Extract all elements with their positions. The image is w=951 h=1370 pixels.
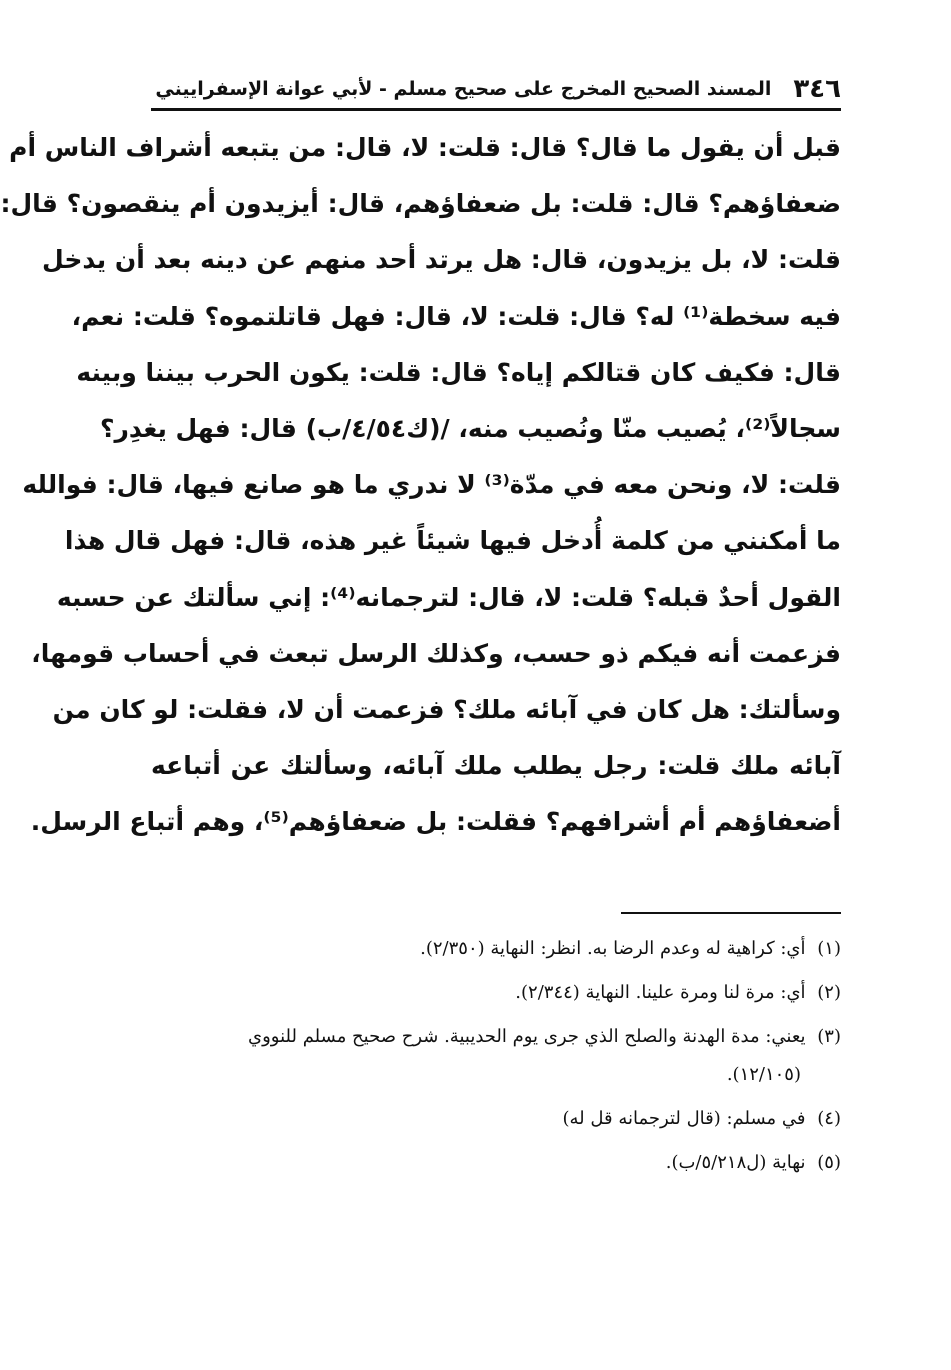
text-line: قلت: لا، ونحن معه في مدّة⁽³⁾ لا ندري ما هو صانع فيها، قال: فوالله	[22, 470, 841, 500]
text-line: قال: فكيف كان قتالكم إياه؟ قال: قلت: يكون الحرب بيننا وبينه	[76, 357, 841, 387]
footnote-2	[151, 974, 841, 1012]
page-number: ٣٤٦	[793, 74, 841, 104]
text-line: فزعمت أنه فيكم ذو حسب، وكذلك الرسل تبعث في أحساب قومها،	[31, 638, 841, 668]
footnote-4	[151, 1100, 841, 1138]
footnote-text: يعني: مدة الهدنة والصلح الذي جرى يوم الحديبية. شرح صحيح مسلم للنووي	[248, 1026, 806, 1047]
text-line: فيه سخطة⁽¹⁾ له؟ قال: قلت: لا، قال: فهل قاتلتموه؟ قلت: نعم،	[71, 301, 841, 331]
text-line: أضعفاؤهم أم أشرافهم؟ فقلت: بل ضعفاؤهم⁽⁵⁾، وهم أتباع الرسل.	[30, 807, 841, 837]
main-text	[0, 120, 841, 851]
footnote-text: أي: مرة لنا ومرة علينا. النهاية (٢/٣٤٤).	[515, 982, 806, 1003]
text-line: وسألتك: هل كان في آبائه ملك؟ فزعمت أن لا، فقلت: لو كان من	[52, 695, 841, 725]
footnote-number: (٥)	[817, 1152, 841, 1173]
footnote-number: (٢)	[817, 982, 841, 1003]
text-line: قلت: لا، بل يزيدون، قال: هل يرتد أحد منهم عن دينه بعد أن يدخل	[42, 245, 841, 275]
page-header	[151, 66, 841, 106]
footnote-5	[151, 1144, 841, 1182]
footnote-rule	[621, 912, 841, 914]
footnotes	[151, 930, 841, 1188]
footnote-continuation: (١٢/١٠٥).	[726, 1064, 801, 1085]
footnote-number: (١)	[817, 938, 841, 959]
text-line: القول أحدٌ قبله؟ قلت: لا، قال: لترجمانه⁽⁴⁾: إني سألتك عن حسبه	[56, 582, 841, 612]
text-line: آبائه ملك قلت: رجل يطلب ملك آبائه، وسألتك عن أتباعه	[151, 751, 841, 781]
text-line: ما أمكنني من كلمة أُدخل فيها شيئاً غير هذه، قال: فهل قال هذا	[64, 526, 841, 556]
footnote-text: في مسلم: (قال لترجمانه قل له)	[562, 1108, 806, 1129]
running-title: المسند الصحيح المخرج على صحيح مسلم - لأبي عوانة الإسفراييني	[155, 78, 772, 100]
footnote-number: (٤)	[817, 1108, 841, 1129]
footnote-1	[151, 930, 841, 968]
header-rule	[151, 108, 841, 111]
text-line: قبل أن يقول ما قال؟ قال: قلت: لا، قال: من يتبعه أشراف الناس أم	[9, 133, 841, 162]
footnote-3	[151, 1018, 841, 1094]
text-line: سجالاً⁽²⁾، يُصيب منّا ونُصيب منه، /(ك٤/٥٤/ب) قال: فهل يغدِر؟	[100, 414, 841, 444]
footnote-number: (٣)	[817, 1026, 841, 1047]
text-line: ضعفاؤهم؟ قال: قلت: بل ضعفاؤهم، قال: أيزيدون أم ينقصون؟ قال:	[0, 189, 841, 219]
footnote-text: أي: كراهية له وعدم الرضا به. انظر: النهاية (٢/٣٥٠).	[420, 938, 806, 959]
footnote-text: نهاية (ل٥/٢١٨/ب).	[665, 1152, 806, 1173]
